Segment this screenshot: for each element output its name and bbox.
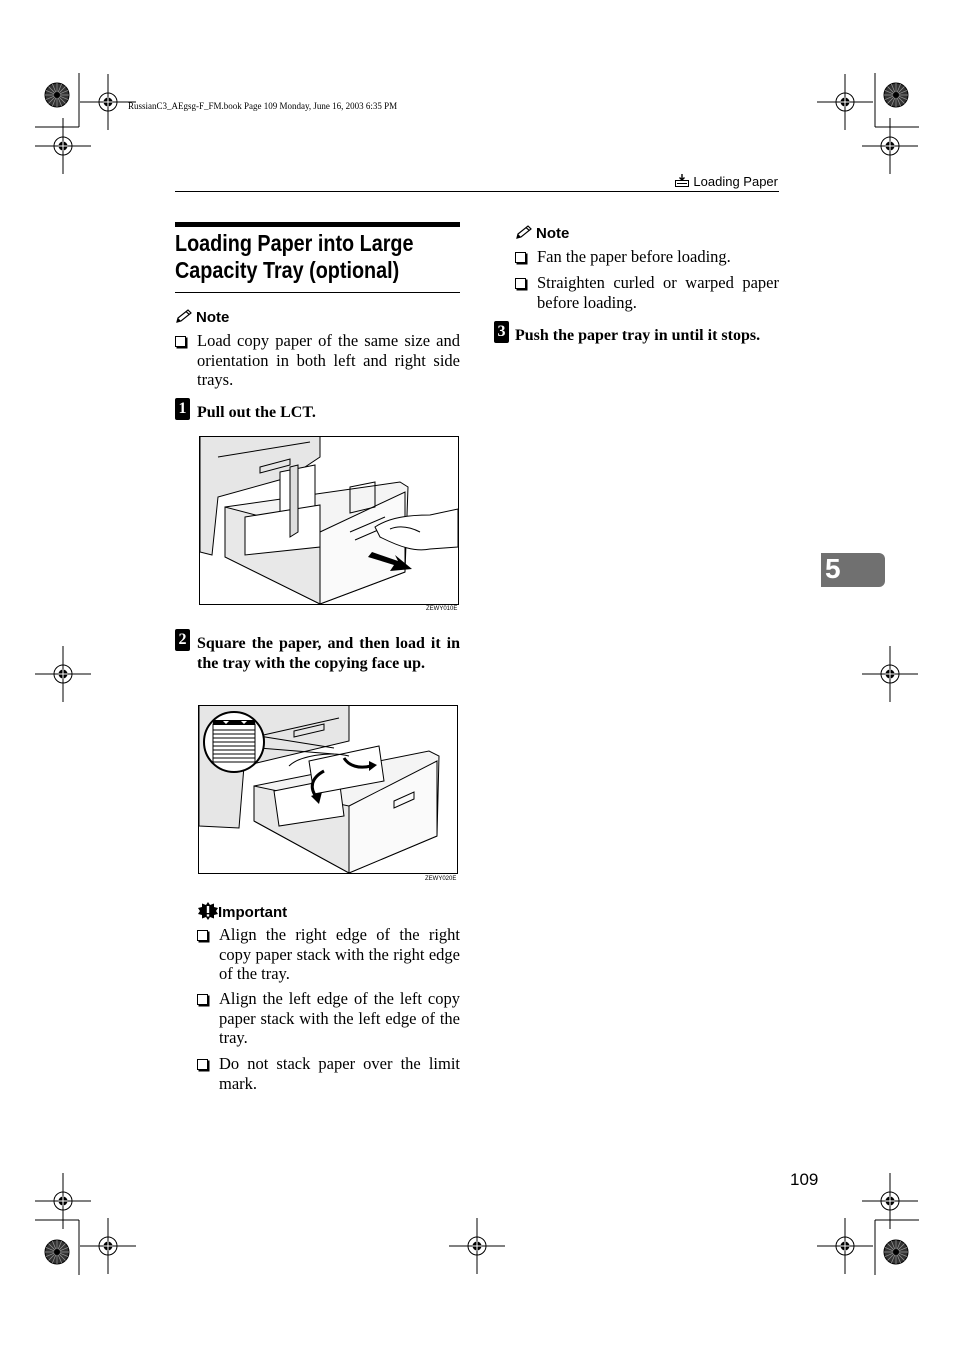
checkbox-bullet-icon — [175, 336, 186, 347]
figure-pull-out-lct — [199, 436, 459, 605]
paper-tray-icon — [675, 174, 689, 190]
checkbox-bullet-icon — [197, 994, 208, 1005]
important-item: Do not stack paper over the limit mark. — [197, 1054, 460, 1093]
pencil-icon — [515, 225, 533, 240]
running-header — [675, 174, 778, 190]
figure-code: ZEWY010E — [426, 606, 458, 612]
step-text: Push the paper tray in until it stops. — [515, 327, 761, 344]
step-number: 2 — [175, 629, 190, 651]
step-number: 1 — [175, 398, 190, 420]
checkbox-bullet-icon — [197, 1059, 208, 1070]
checkbox-bullet-icon — [197, 930, 208, 941]
note-item: Straighten curled or warped paper before loading. — [515, 273, 779, 312]
step-text: Pull out the LCT. — [197, 404, 316, 421]
section-title: Loading Paper into Large Capacity Tray (optional) — [175, 230, 414, 283]
important-item: Align the left edge of the left copy paper stack with the left edge of the tray. — [197, 989, 460, 1048]
important-icon — [198, 902, 218, 920]
pencil-icon — [175, 309, 193, 324]
title-rule — [175, 292, 460, 293]
step-number: 3 — [494, 321, 509, 343]
important-heading: Important — [198, 902, 287, 921]
chapter-number: 5 — [825, 553, 841, 584]
header-rule — [175, 191, 779, 192]
note-item: Load copy paper of the same size and orientation in both left and right side trays. — [175, 331, 460, 390]
running-header-title: Loading Paper — [693, 174, 778, 189]
note-heading: Note — [515, 225, 569, 242]
checkbox-bullet-icon — [515, 252, 526, 263]
print-info: RussianC3_AEgsg-F_FM.book Page 109 Monday, June 16, 2003 6:35 PM — [128, 101, 398, 111]
step-text: Square the paper, and then load it in the tray with the copying face up. — [197, 635, 460, 672]
note-item: Fan the paper before loading. — [515, 247, 779, 267]
page-number: 109 — [790, 1170, 819, 1189]
title-bar — [175, 222, 460, 227]
figure-code: ZEWY020E — [425, 876, 457, 882]
figure-load-paper — [198, 705, 458, 874]
note-heading: Note — [175, 309, 229, 326]
checkbox-bullet-icon — [515, 278, 526, 289]
important-item: Align the right edge of the right copy paper stack with the right edge of the tray. — [197, 925, 460, 984]
